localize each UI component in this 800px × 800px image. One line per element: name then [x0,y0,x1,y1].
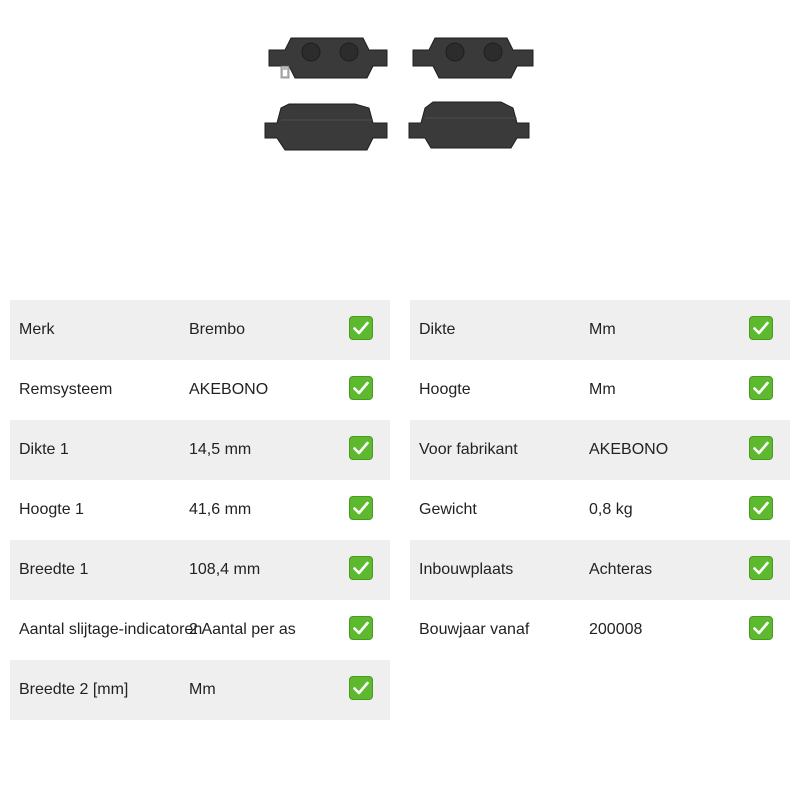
check-mark-icon [749,316,773,340]
spec-label: Dikte [419,321,456,338]
spec-value: AKEBONO [589,441,669,458]
spec-row [10,480,390,540]
spec-row [10,660,390,720]
spec-value: 108,4 mm [189,561,261,578]
check-mark-icon [749,556,773,580]
spec-label: Dikte 1 [19,441,69,458]
spec-row [10,600,390,660]
spec-value: AKEBONO [189,381,269,398]
spec-label: Hoogte [419,381,471,398]
spec-value: 14,5 mm [189,441,252,458]
spec-value: Mm [589,321,616,338]
spec-value: Mm [189,681,216,698]
spec-row [410,600,790,660]
spec-label: Voor fabrikant [419,441,518,458]
check-mark-icon [749,616,773,640]
check-mark-icon [349,496,373,520]
check-mark-icon [349,676,373,700]
spec-label: Breedte 1 [19,561,89,578]
spec-label: Breedte 2 [mm] [19,681,129,698]
spec-label: Aantal slijtage-indicatoren [19,621,203,638]
spec-label: Remsysteem [19,381,113,398]
spec-value: Mm [589,381,616,398]
spec-row [10,360,390,420]
spec-row [10,420,390,480]
check-mark-icon [349,436,373,460]
spec-value: 2 Aantal per as [189,621,296,638]
spec-table-right [410,300,790,660]
spec-table-left [10,300,390,720]
spec-value: 200008 [589,621,643,638]
spec-row [410,420,790,480]
spec-label: Hoogte 1 [19,501,84,518]
spec-row [410,360,790,420]
brake-pad-set-image [255,28,545,158]
check-mark-icon [349,616,373,640]
check-mark-icon [749,496,773,520]
spec-label: Merk [19,321,55,338]
spec-row [410,300,790,360]
spec-value: 41,6 mm [189,501,252,518]
spec-row [10,540,390,600]
spec-row [410,480,790,540]
spec-label: Inbouwplaats [419,561,514,578]
check-mark-icon [349,376,373,400]
spec-value: Achteras [589,561,653,578]
check-mark-icon [349,556,373,580]
spec-row [10,300,390,360]
check-mark-icon [349,316,373,340]
spec-row [410,540,790,600]
spec-value: 0,8 kg [589,501,633,518]
spec-value: Brembo [189,321,246,338]
check-mark-icon [749,436,773,460]
check-mark-icon [749,376,773,400]
spec-label: Bouwjaar vanaf [419,621,530,638]
spec-label: Gewicht [419,501,477,518]
